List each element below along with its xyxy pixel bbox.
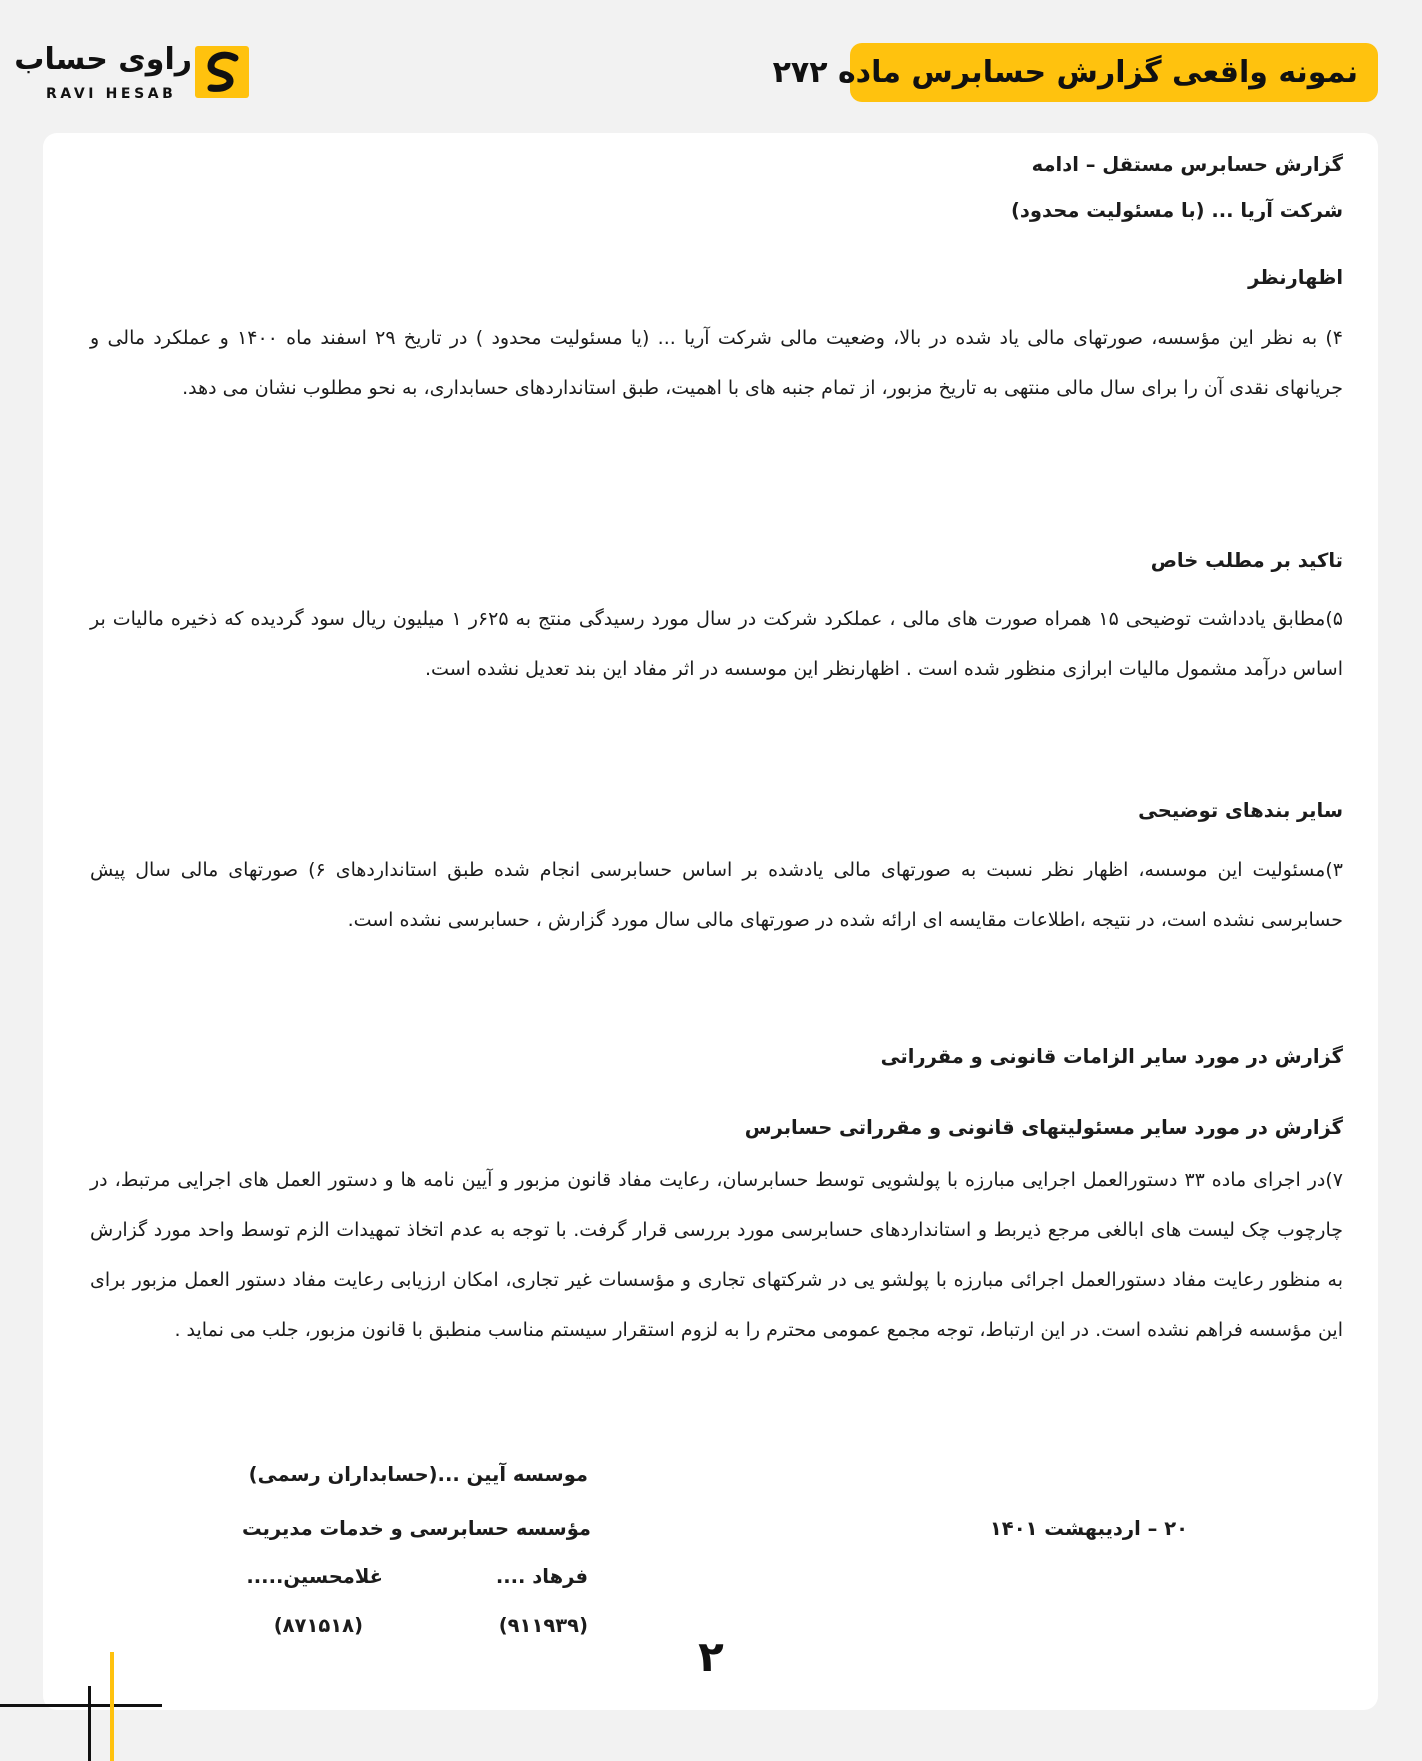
decorative-horizontal-line [0, 1704, 162, 1707]
opinion-title: اظهارنظر [1248, 266, 1343, 289]
signature-partner-2-name: غلامحسین..... [246, 1565, 383, 1588]
signature-firm-description: مؤسسه حسابرسی و خدمات مدیریت [241, 1517, 591, 1540]
signature-partner-1-code: (۹۱۱۹۳۹) [498, 1614, 588, 1637]
company-heading: شرکت آریا ... (با مسئولیت محدود) [1010, 199, 1343, 222]
logo-name-en: RAVI HESAB [46, 86, 177, 102]
other-matters-title: سایر بندهای توضیحی [1138, 799, 1343, 822]
decorative-vertical-line-yellow [110, 1652, 114, 1761]
emphasis-title: تاکید بر مطلب خاص [1150, 549, 1343, 572]
decorative-vertical-line-black [88, 1686, 91, 1761]
report-heading: گزارش حسابرس مستقل – ادامه [1031, 153, 1343, 176]
report-date: ۲۰ – اردیبهشت ۱۴۰۱ [989, 1517, 1188, 1540]
signature-partner-1-name: فرهاد .... [495, 1565, 588, 1588]
signature-firm: موسسه آیین ...(حسابداران رسمی) [248, 1463, 588, 1486]
emphasis-paragraph: ۵)مطابق یادداشت توضیحی ۱۵ همراه صورت های مالی ، عملکرد شرکت در سال مورد رسیدگی منتج به ۶۲۵ر ۱ میلیون ریال سود گردیده که ذخیره مالیات بر اساس درآمد مشمول مالیات ابرازی منظور شده است . اظهارنظر این موسسه در اثر مفاد این بند تعدیل نشده است. [90, 608, 1343, 680]
opinion-paragraph: ۴) به نظر این مؤسسه، صورتهای مالی یاد شده در بالا، وضعیت مالی شرکت آریا ... (یا مسئولیت محدود ) در تاریخ ۲۹ اسفند ماه ۱۴۰۰ و عملکرد مالی و جریانهای نقدی آن را برای سال مالی منتهی به تاریخ مزبور، از تمام جنبه های با اهمیت، طبق استانداردهای حسابداری، به نحو مطلوب نشان می دهد. [90, 327, 1343, 399]
legal-requirements-title: گزارش در مورد سایر الزامات قانونی و مقرراتی [880, 1045, 1343, 1068]
document-card [43, 133, 1378, 1710]
page-title: نمونه واقعی گزارش حسابرس ماده ۲۷۲ [850, 43, 1378, 102]
auditor-responsibilities-paragraph: ۷)در اجرای ماده ۳۳ دستورالعمل اجرایی مبارزه با پولشویی توسط حسابرسان، رعایت مفاد قانون مزبور و آیین نامه ها و دستور العمل های اجرایی مرتبط، در چارچوب چک لیست های ابالغی مرجع ذیربط و استانداردهای حسابرسی مورد بررسی قرار گرفت. با توجه به عدم اتخاذ تمهیدات الزم توسط واحد مورد گزارش به منظور رعایت مفاد دستورالعمل اجرائی مبارزه با پولشو یی در شرکتهای تجاری و مؤسسات غیر تجاری، امکان ارزیابی رعایت مفاد دستور العمل مزبور برای این مؤسسه فراهم نشده است. در این ارتباط، توجه مجمع عمومی محترم را به لزوم استقرار سیستم مناسب منطبق با قانون مزبور، جلب می نماید . [90, 1169, 1343, 1341]
logo-mark-icon [195, 46, 249, 98]
logo-name-fa: راوی حساب [14, 42, 192, 77]
signature-partner-2-code: (۸۷۱۵۱۸) [273, 1614, 363, 1637]
auditor-responsibilities-title: گزارش در مورد سایر مسئولیتهای قانونی و مقرراتی حسابرس [744, 1116, 1343, 1139]
logo [14, 42, 260, 106]
other-matters-paragraph: ۳)مسئولیت این موسسه، اظهار نظر نسبت به صورتهای مالی یادشده بر اساس حسابرسی انجام شده طبق استانداردهای ۶) صورتهای مالی سال پیش حسابرسی نشده است، در نتیجه ،اطلاعات مقایسه ای ارائه شده در صورتهای مالی سال مورد گزارش ، حسابرسی نشده است. [90, 859, 1343, 931]
page-number: ۲ [698, 1632, 724, 1681]
